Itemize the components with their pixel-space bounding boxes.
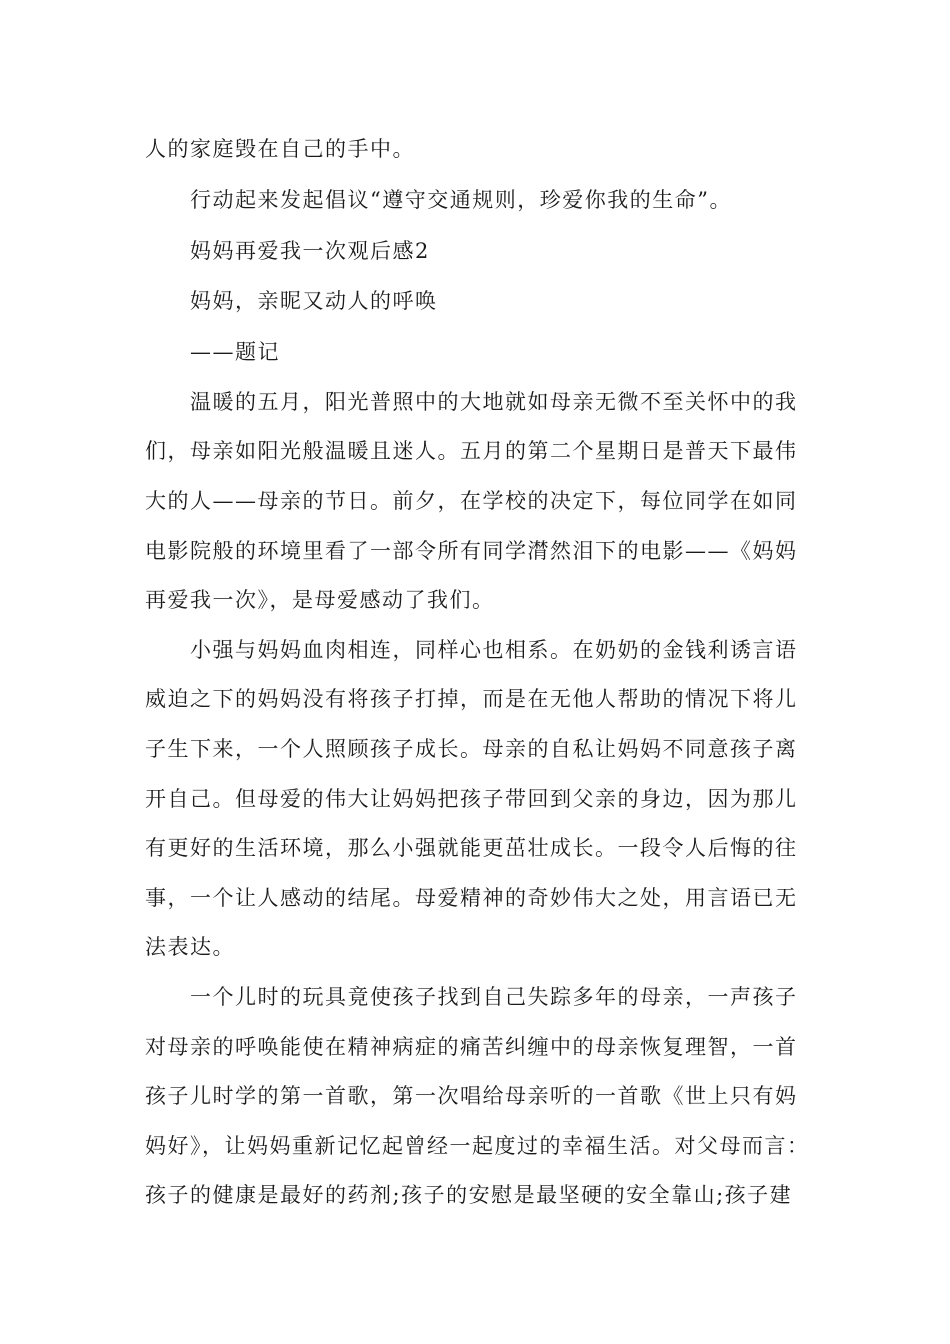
- text-line: 小强与妈妈血肉相连，同样心也相系。在奶奶的金钱利诱言语: [190, 638, 798, 662]
- text-line: 有更好的生活环境，那么小强就能更茁壮成长。一段令人后悔的往: [145, 836, 798, 860]
- text-line: 行动起来发起倡议“遵守交通规则，珍爱你我的生命”。: [190, 188, 732, 212]
- text-line: 法表达。: [145, 935, 235, 959]
- text-line: 温暖的五月，阳光普照中的大地就如母亲无微不至关怀中的我: [190, 390, 798, 414]
- text-line: 开自己。但母爱的伟大让妈妈把孩子带回到父亲的身边，因为那儿: [145, 787, 798, 811]
- text-line: 对母亲的呼唤能使在精神病症的痛苦纠缠中的母亲恢复理智，一首: [145, 1035, 798, 1059]
- text-line: 再爱我一次》，是母爱感动了我们。: [145, 588, 495, 612]
- text-line: 子生下来，一个人照顾孩子成长。母亲的自私让妈妈不同意孩子离: [145, 737, 798, 761]
- epigraph-attribution: ——题记: [190, 340, 280, 364]
- text-line: 孩子的健康是最好的药剂;孩子的安慰是最坚硬的安全靠山;孩子建: [145, 1183, 793, 1207]
- text-line: 孩子儿时学的第一首歌，第一次唱给母亲听的一首歌《世上只有妈: [145, 1084, 798, 1108]
- text-line: 人的家庭毁在自己的手中。: [145, 137, 415, 161]
- section-title: 妈妈再爱我一次观后感2: [190, 239, 430, 263]
- text-line: 们，母亲如阳光般温暖且迷人。五月的第二个星期日是普天下最伟: [145, 439, 798, 463]
- text-line: 威迫之下的妈妈没有将孩子打掉，而是在无他人帮助的情况下将儿: [145, 687, 798, 711]
- text-line: 大的人——母亲的节日。前夕，在学校的决定下，每位同学在如同: [145, 489, 798, 513]
- text-line: 事，一个让人感动的结尾。母爱精神的奇妙伟大之处，用言语已无: [145, 886, 798, 910]
- text-line: 妈好》，让妈妈重新记忆起曾经一起度过的幸福生活。对父母而言：: [145, 1134, 810, 1158]
- text-line: 一个儿时的玩具竟使孩子找到自己失踪多年的母亲，一声孩子: [190, 985, 798, 1009]
- epigraph: 妈妈，亲昵又动人的呼唤: [190, 289, 438, 313]
- text-line: 电影院般的环境里看了一部令所有同学潸然泪下的电影——《妈妈: [145, 539, 798, 563]
